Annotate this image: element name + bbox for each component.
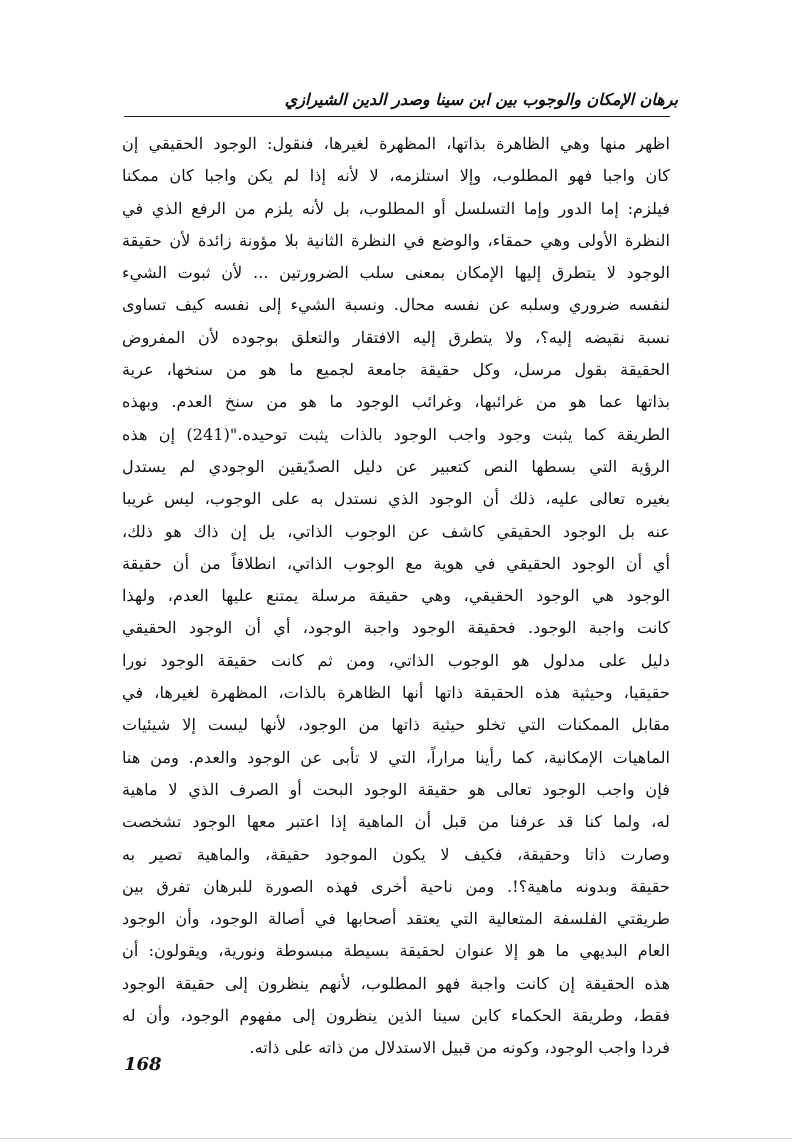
text-line: الحقيقة بقول مرسل، وكل حقيقة جامعة لجميع ما هو من سنخها، عرية: [122, 360, 670, 380]
text-line: وصارت ذاتا وحقيقة، فكيف لا يكون الموجود حقيقة، والماهية تصير به: [122, 844, 670, 864]
text-line: الرؤية التي بسطها النص كتعبير عن دليل الصدّيقين الوجودي لم يستدل: [122, 456, 670, 476]
running-header: برهان الإمكان والوجوب بين ابن سينا وصدر الدين الشيرازي: [284, 90, 678, 109]
text-line: طريقتي الفلسفة المتعالية التي يعتقد أصحابها في أصالة الوجود، وأن الوجود: [122, 909, 670, 929]
text-line: حقيقة وبدونه ماهية؟!. ومن ناحية أخرى فهذه الصورة للبرهان تفرق بين: [122, 876, 670, 896]
text-line: هذه الحقيقة إن كانت واجبة فهو المطلوب، لأنهم ينظرون إلى حقيقة الوجود: [122, 973, 670, 993]
text-line: النظرة الأولى وهي حمقاء، والوضع في النظرة الثانية بلا مؤونة زائدة لأن حقيقة: [122, 230, 670, 250]
text-line: نسبة نقيضه إليه؟، ولا يتطرق إليه الافتقار والتعلق بوجوده لأن المفروض: [122, 327, 670, 347]
text-line: الطريقة كما يثبت وجود واجب الوجود بالذات يثبت توحيده."(241) إن هذه: [122, 424, 670, 444]
text-line: عنه بل الوجود الحقيقي كاشف عن الوجوب الذاتي، بل إن ذاك هو ذلك،: [122, 521, 670, 541]
text-line: فقط، وطريقة الحكماء كابن سينا الذين ينظرون إلى مفهوم الوجود، وأن له: [122, 1006, 670, 1026]
text-line: أي أن الوجود الحقيقي في هوية مع الوجوب الذاتي، انطلاقاً من أن حقيقة: [122, 553, 670, 573]
text-line: دليل على مدلول هو الوجوب الذاتي، ومن ثم كانت حقيقة الوجود نورا: [122, 650, 670, 670]
body-text: [122, 128, 670, 1065]
text-line: كان واجبا فهو المطلوب، وإلا استلزمه، لا لأنه إذا لم يكن واجبا كان ممكنا: [122, 166, 670, 186]
text-line: الوجود هي الوجود الحقيقي، وهي حقيقة مرسلة يمتنع عليها العدم، ولهذا: [122, 586, 670, 606]
text-line: فردا واجب الوجود، وكونه من قبيل الاستدلال من ذاته على ذاته.: [249, 1038, 670, 1058]
text-line: فإن واجب الوجود تعالى هو حقيقة الوجود البحت أو الصرف الذي لا ماهية: [122, 779, 670, 799]
header-divider: [124, 116, 670, 117]
text-line: له، ولما كنا قد عرفنا من قبل أن الماهية إذا اعتبر معها الوجود تشخصت: [122, 812, 670, 832]
page-number: 168: [124, 1054, 162, 1075]
text-line: فيلزم: إما الدور وإما التسلسل أو المطلوب، بل لأنه يلزم من الرفع الذي في: [122, 198, 670, 218]
text-line: اظهر منها وهي الظاهرة بذاتها، المظهرة لغيرها، فنقول: الوجود الحقيقي إن: [122, 134, 670, 153]
text-line: كانت واجبة الوجود. فحقيقة الوجود واجبة الوجود، أي أن الوجود الحقيقي: [122, 618, 670, 638]
text-line: لنفسه ضروري وسلبه عن نفسه محال. ونسبة الشيء إلى نفسه كيف تساوى: [122, 295, 670, 315]
text-line: الماهيات الإمكانية، كما رأينا مراراً، التي لا تأبى عن الوجود والعدم. ومن هنا: [122, 747, 670, 767]
text-line: حقيقيا، وحيثية هذه الحقيقة ذاتها أنها الظاهرة بالذات، المظهرة لغيرها، في: [122, 683, 670, 703]
text-line: بذاتها عما هو من غرائبها، وغرائب الوجود ما هو من سنخ العدم. وبهذه: [122, 392, 670, 412]
text-line: بغيره تعالى عليه، ذلك أن الوجود الذي نستدل به على الوجوب، ليس غريبا: [122, 489, 670, 509]
text-line: الوجود لا يتطرق إليها الإمكان بمعنى سلب الضرورتين ... لأن ثبوت الشيء: [122, 263, 670, 283]
text-line: مقابل الممكنات التي تخلو حيثية ذاتها من الوجود، لأنها ليست إلا شيئيات: [122, 715, 670, 735]
page-edge-line: [0, 1138, 792, 1139]
text-line: العام البديهي ما هو إلا عنوان لحقيقة بسيطة مبسوطة ونورية، ويقولون: أن: [122, 941, 670, 961]
